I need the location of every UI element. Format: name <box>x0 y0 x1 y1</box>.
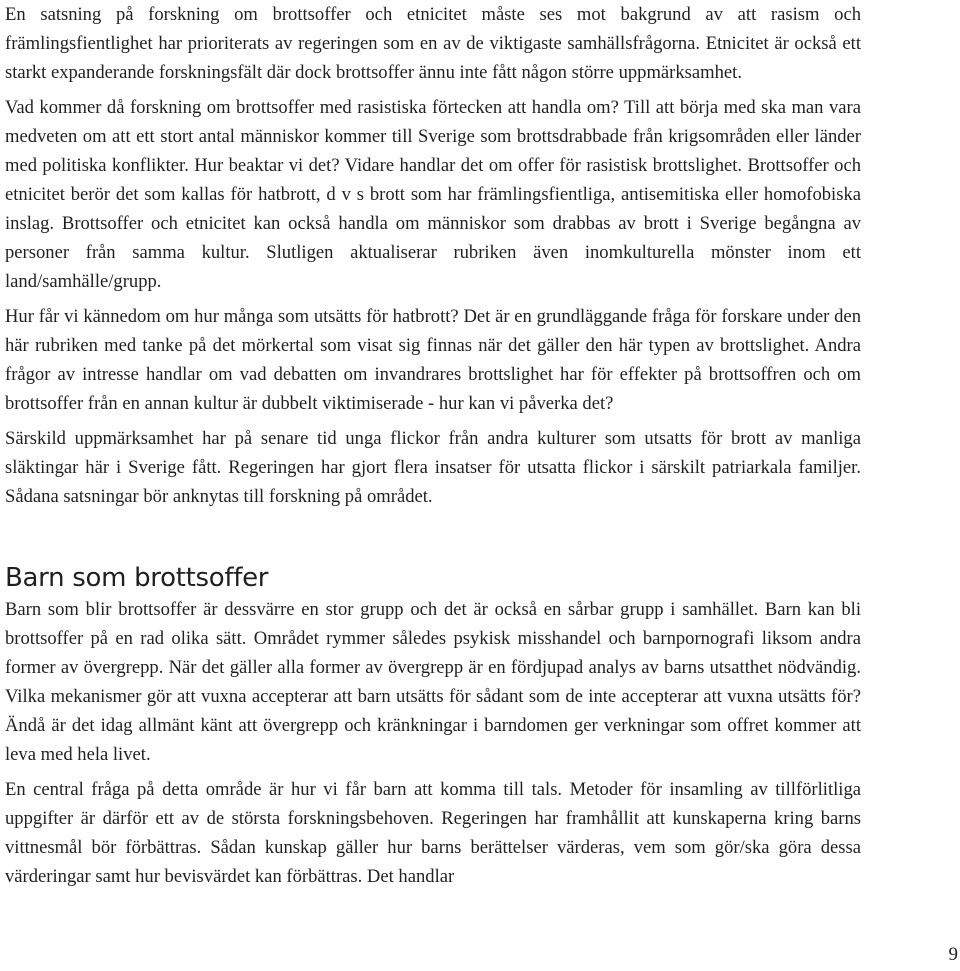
paragraph: En satsning på forskning om brottsoffer och etnicitet måste ses mot bakgrund av att rasism och främlingsfientlighet har prioriterats av regeringen som en av de viktigaste samhällsfrågorna. Etnicitet är också ett starkt expanderande forskningsfält där dock brottsoffer ännu inte fått någon större uppmärksamhet. <box>5 4 861 83</box>
paragraph: Hur får vi kännedom om hur många som utsätts för hatbrott? Det är en grundläggande fråga för forskare under den här rubriken med tanke på det mörkertal som visat sig finnas när det gäller den här typen av brottslighet. Andra frågor av intresse handlar om vad debatten om invandrares brottslighet har för effekter på brottsoffren och om brottsoffer från en annan kultur är dubbelt viktimiserade - hur kan vi påverka det? <box>5 306 861 414</box>
paragraph: Särskild uppmärksamhet har på senare tid unga flickor från andra kulturer som utsatts för brott av manliga släktingar här i Sverige fått. Regeringen har gjort flera insatser för utsatta flickor i särskilt patriarkala familjer. Sådana satsningar bör anknytas till forskning på området. <box>5 428 861 507</box>
paragraph: En central fråga på detta område är hur vi får barn att komma till tals. Metoder för insamling av tillförlitliga uppgifter är därför ett av de största forskningsbehoven. Regeringen har framhållit att kunskaperna kring barns vittnesmål bör förbättras. Sådan kunskap gäller hur barns berättelser värderas, vem som gör/ska göra dessa värderingar samt hur bevisvärdet kan förbättras. Det handlar <box>5 779 861 887</box>
page-number: 9 <box>948 944 958 965</box>
paragraph: Vad kommer då forskning om brottsoffer med rasistiska förtecken att handla om? Till att börja med ska man vara medveten om att ett stort antal människor kommer till Sverige som brottsdrabbade från krigsområden eller länder med politiska konflikter. Hur beaktar vi det? Vidare handlar det om offer för rasistisk brottslighet. Brottsoffer och etnicitet berör det som kallas för hatbrott, d v s brott som har främlingsfientliga, antisemitiska eller homofobiska inslag. Brottsoffer och etnicitet kan också handla om människor som drabbas av brott i Sverige begångna av personer från samma kultur. Slutligen aktualiserar rubriken även inomkulturella mönster inom ett land/samhälle/grupp. <box>5 97 861 292</box>
section-heading: Barn som brottsoffer <box>5 563 269 593</box>
document-page <box>5 0 861 897</box>
paragraph: Barn som blir brottsoffer är dessvärre en stor grupp och det är också en sårbar grupp i samhället. Barn kan bli brottsoffer på en rad olika sätt. Området rymmer således psykisk misshandel och barnpornografi liksom andra former av övergrepp. När det gäller alla former av övergrepp är en fördjupad analys av barns utsatthet nödvändig. Vilka mekanismer gör att vuxna accepterar att barn utsätts för sådant som de inte accepterar att vuxna utsätts för? Ändå är det idag allmänt känt att övergrepp och kränkningar i barndomen ger verkningar som offret kommer att leva med hela livet. <box>5 599 861 765</box>
